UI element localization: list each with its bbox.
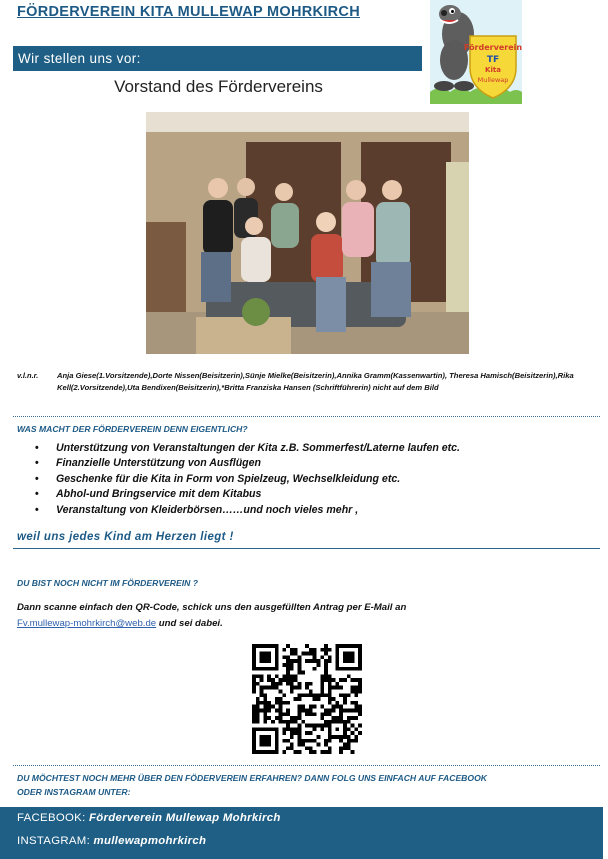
activities-list <box>35 441 460 518</box>
join-text: Dann scanne einfach den QR-Code, schick uns den ausgefüllten Antrag per E-Mail an <box>17 602 407 613</box>
join-text-line2 <box>17 618 223 629</box>
list-item: • Finanzielle Unterstützung von Ausflügen <box>35 456 460 471</box>
logo <box>430 0 522 104</box>
group-photo-icon <box>146 112 469 354</box>
email-link[interactable]: Fv.mullewap-mohrkirch@web.de <box>17 618 157 629</box>
list-item: • Veranstaltung von Kleiderbörsen……und noch vieles mehr , <box>35 503 460 518</box>
facebook-label: FACEBOOK: <box>17 812 86 824</box>
mole-mascot-icon <box>430 0 522 104</box>
divider <box>13 548 600 549</box>
list-item: • Unterstützung von Veranstaltungen der Kita z.B. Sommerfest/Laterne laufen etc. <box>35 441 460 456</box>
instagram-line <box>17 835 206 847</box>
qr-code-icon <box>252 644 362 754</box>
caption-label: v.l.n.r. <box>17 371 39 380</box>
qr-code[interactable] <box>252 644 362 754</box>
intro-text: Wir stellen uns vor: <box>18 51 141 66</box>
photo-caption: Anja Giese(1.Vorsitzende),Dorte Nissen(Beisitzerin),Sünje Mielke(Beisitzerin),Annika Gramm(Kassenwartin), Theresa Hamisch(Beisitzerin),Rika Kell(2.Vorsitzende),Uta Bendixen(Beisitzerin),*Britta Franziska Hansen (Schriftführerin) nicht auf dem Bild <box>57 371 574 392</box>
what-heading: WAS MACHT DER FÖRDERVEREIN DENN EIGENTLICH? <box>17 424 248 434</box>
more-heading-line2: ODER INSTAGRAM UNTER: <box>17 787 131 797</box>
svg-text:Förderverein: Förderverein <box>463 43 522 52</box>
divider <box>13 416 600 417</box>
more-heading-line1: DU MÖCHTEST NOCH MEHR ÜBER DEN FÖDERVEREIN ERFAHREN? DANN FOLG UNS EINFACH AUF FACEBOOK <box>17 773 487 783</box>
list-item: • Abhol-und Bringservice mit dem Kitabus <box>35 487 460 502</box>
instagram-handle[interactable]: mullewapmohrkirch <box>93 835 207 847</box>
facebook-handle[interactable]: Förderverein Mullewap Mohrkirch <box>89 812 281 824</box>
svg-text:Kita: Kita <box>485 66 501 74</box>
join-text-suffix: und sei dabei. <box>158 618 223 629</box>
section-subtitle: Vorstand des Fördervereins <box>114 77 323 96</box>
svg-text:TF: TF <box>486 55 500 65</box>
group-photo <box>146 112 469 354</box>
svg-text:Mullewap: Mullewap <box>477 76 509 84</box>
slogan: weil uns jedes Kind am Herzen liegt ! <box>17 531 234 543</box>
list-item: • Geschenke für die Kita in Form von Spielzeug, Wechselkleidung etc. <box>35 472 460 487</box>
join-heading: DU BIST NOCH NICHT IM FÖRDERVEREIN ? <box>17 578 198 588</box>
page-title: FÖRDERVEREIN KITA MULLEWAP MOHRKIRCH <box>17 4 360 20</box>
instagram-label: INSTAGRAM: <box>17 835 91 847</box>
divider <box>13 765 600 766</box>
facebook-line <box>17 812 281 824</box>
